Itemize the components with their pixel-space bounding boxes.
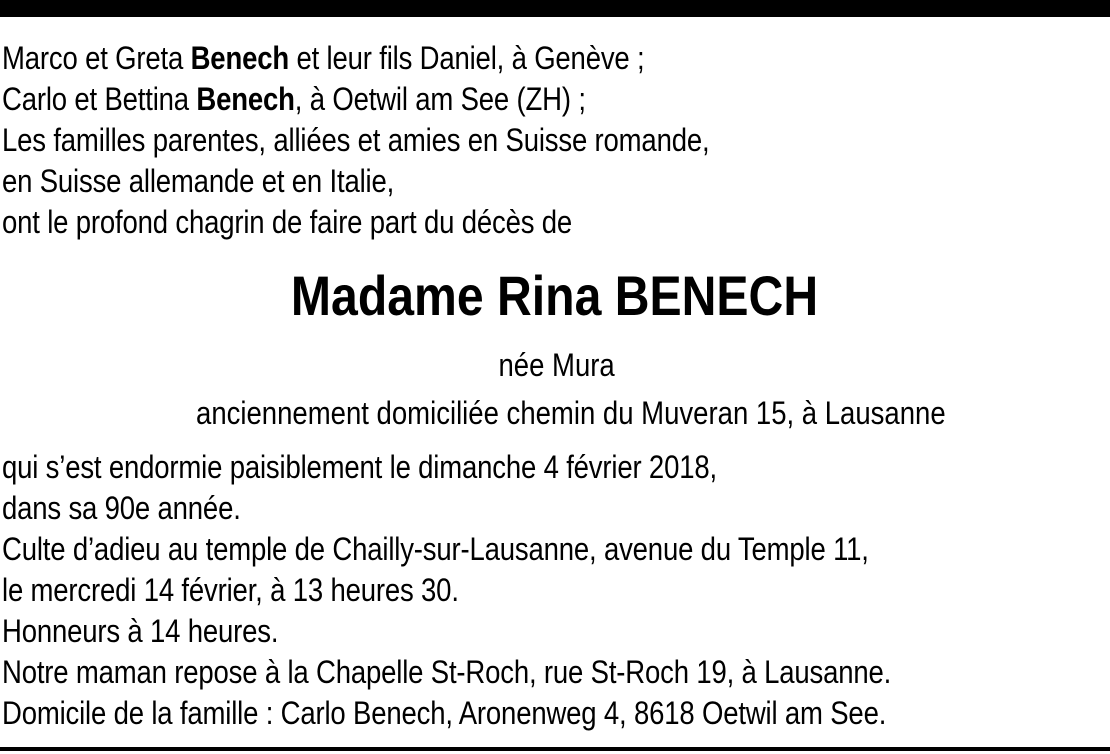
intro-line-2-pre: Carlo et Bettina bbox=[2, 81, 197, 117]
former-address: anciennement domiciliée chemin du Muveran 15, à Lausanne bbox=[196, 395, 946, 431]
deceased-name: Madame Rina BENECH bbox=[291, 264, 819, 327]
top-rule bbox=[0, 0, 1110, 17]
intro-line-1-post: et leur fils Daniel, à Genève ; bbox=[288, 40, 645, 76]
bottom-rule bbox=[0, 747, 1110, 751]
address-block bbox=[0, 393, 1110, 433]
maiden-name: née Mura bbox=[498, 347, 616, 383]
detail-line-1: qui s’est endormie paisiblement le dimanche 4 février 2018, bbox=[2, 449, 717, 485]
detail-line-4: le mercredi 14 février, à 13 heures 30. bbox=[2, 572, 459, 608]
detail-line-2: dans sa 90e année. bbox=[2, 490, 241, 526]
deceased-name-block bbox=[0, 264, 1110, 328]
intro-line-1-surname: Benech bbox=[190, 40, 289, 76]
detail-line-7: Domicile de la famille : Carlo Benech, Aronenweg 4, 8618 Oetwil am See. bbox=[2, 695, 887, 731]
intro-line-2 bbox=[2, 79, 586, 119]
intro-line-3: Les familles parentes, alliées et amies en Suisse romande, bbox=[2, 122, 710, 158]
intro-line-1-pre: Marco et Greta bbox=[2, 40, 191, 76]
detail-line-5: Honneurs à 14 heures. bbox=[2, 613, 279, 649]
intro-line-2-post: , à Oetwil am See (ZH) ; bbox=[294, 81, 586, 117]
intro-line-2-surname: Benech bbox=[196, 81, 295, 117]
detail-line-3: Culte d’adieu au temple de Chailly-sur-Lausanne, avenue du Temple 11, bbox=[2, 531, 869, 567]
intro-line-4: en Suisse allemande et en Italie, bbox=[2, 163, 395, 199]
intro-line-5: ont le profond chagrin de faire part du décès de bbox=[2, 204, 573, 240]
maiden-name-block bbox=[0, 345, 1110, 385]
detail-line-6: Notre maman repose à la Chapelle St-Roch, rue St-Roch 19, à Lausanne. bbox=[2, 654, 892, 690]
intro-line-1 bbox=[2, 38, 645, 78]
